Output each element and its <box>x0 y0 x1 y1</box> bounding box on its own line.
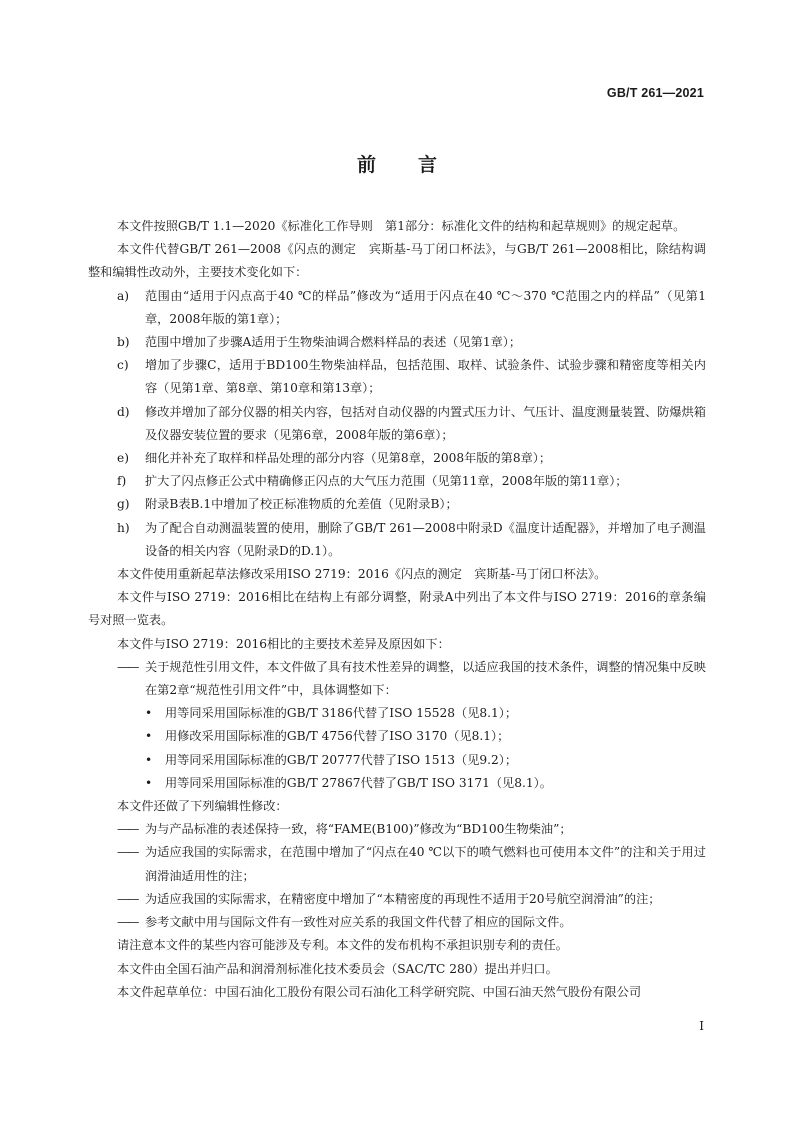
list-item <box>88 493 706 516</box>
standard-code: GB/T 261—2021 <box>606 86 704 100</box>
bullet-text: 用等同采用国际标准的GB/T 20777代替了ISO 1513（见9.2）； <box>165 752 518 767</box>
list-item <box>88 331 706 354</box>
dash-item <box>88 656 706 702</box>
dash-item-text: 参考文献中用与国际文件有一致性对应关系的我国文件代替了相应的国际文件。 <box>145 915 572 930</box>
bullet-item <box>88 772 706 795</box>
paragraph-proposed-by: 本文件由全国石油产品和润滑剂标准化技术委员会（SAC/TC 280）提出并归口。 <box>117 961 558 976</box>
paragraph-structure: 本文件与ISO 2719：2016相比在结构上有部分调整，附录A中列出了本文件与ISO 2719：2016的章条编号对照一览表。 <box>88 590 706 628</box>
paragraph-patent-notice: 请注意本文件的某些内容可能涉及专利。本文件的发布机构不承担识别专利的责任。 <box>117 938 568 953</box>
list-item-text: 细化并补充了取样和样品处理的部分内容（见第8章，2008年版的第8章）； <box>145 451 552 466</box>
bullet-text: 用修改采用国际标准的GB/T 4756代替了ISO 3170（见8.1）； <box>165 729 510 744</box>
list-item-text: 附录B表B.1中增加了校正标准物质的允差值（见附录B）； <box>145 497 458 512</box>
list-item <box>88 401 706 447</box>
dash-item <box>88 818 706 841</box>
bullet-icon: • <box>145 775 153 790</box>
dash-marker: —— <box>117 915 138 930</box>
page-title <box>0 150 794 177</box>
changes-list <box>88 285 706 563</box>
title-char-1: 前 <box>356 154 376 176</box>
list-marker: d) <box>117 404 130 419</box>
bullet-text: 用等同采用国际标准的GB/T 3186代替了ISO 15528（见8.1）； <box>165 706 518 721</box>
dash-item-text: 为适应我国的实际需求，在范围中增加了“闪点在40 ℃以下的喷气燃料也可使用本文件”的注和关于用过润滑油适用性的注； <box>145 845 706 883</box>
list-marker: e) <box>117 451 129 466</box>
dash-item-text: 为适应我国的实际需求，在精密度中增加了“本精密度的再现性不适用于20号航空润滑油”的注； <box>145 891 661 906</box>
list-marker: c) <box>117 358 129 373</box>
paragraph-adoption: 本文件使用重新起草法修改采用ISO 2719：2016《闪点的测定 宾斯基-马丁闭口杯法》。 <box>117 567 607 582</box>
bullet-icon: • <box>145 752 153 767</box>
list-item <box>88 517 706 563</box>
list-item-text: 修改并增加了部分仪器的相关内容，包括对自动仪器的内置式压力计、气压计、温度测量装置、防爆烘箱及仪器安装位置的要求（见第6章，2008年版的第6章）； <box>145 404 706 442</box>
paragraph-drafting-rules: 本文件按照GB/T 1.1—2020《标准化工作导则 第1部分：标准化文件的结构和起草规则》的规定起草。 <box>117 219 686 233</box>
list-marker: b) <box>117 335 130 350</box>
list-marker: h) <box>117 520 130 535</box>
dash-marker: —— <box>117 659 138 674</box>
title-char-2: 言 <box>418 154 438 176</box>
dash-item <box>88 911 706 934</box>
dash-marker: —— <box>117 822 138 837</box>
list-marker: a) <box>117 288 130 303</box>
list-marker: g) <box>117 497 130 512</box>
list-item <box>88 470 706 493</box>
paragraph-tech-diff-intro: 本文件与ISO 2719：2016相比的主要技术差异及原因如下： <box>117 636 450 651</box>
bullet-list <box>88 702 706 795</box>
bullet-icon: • <box>145 706 153 721</box>
bullet-item <box>88 749 706 772</box>
dash-marker: —— <box>117 891 138 906</box>
bullet-item <box>88 702 706 725</box>
dash-marker: —— <box>117 845 138 860</box>
list-marker: f) <box>117 474 127 489</box>
list-item-text: 为了配合自动测温装置的使用，删除了GB/T 261—2008中附录D《温度计适配器》，并增加了电子测温设备的相关内容（见附录D的D.1）。 <box>145 520 706 558</box>
list-item-text: 范围由“适用于闪点高于40 ℃的样品”修改为“适用于闪点在40 ℃～370 ℃范围之内的样品”（见第1章，2008年版的第1章）； <box>145 288 706 326</box>
paragraph-replaces: 本文件代替GB/T 261—2008《闪点的测定 宾斯基-马丁闭口杯法》，与GB/T 261—2008相比，除结构调整和编辑性改动外，主要技术变化如下： <box>88 242 706 280</box>
dash-item <box>88 841 706 887</box>
bullet-icon: • <box>145 729 153 744</box>
page-number: I <box>699 1019 704 1033</box>
list-item-text: 范围中增加了步骤A适用于生物柴油调合燃料样品的表述（见第1章）； <box>145 335 522 350</box>
bullet-item <box>88 725 706 748</box>
document-body <box>88 215 706 1004</box>
paragraph-drafting-units: 本文件起草单位：中国石油化工股份有限公司石油化工科学研究院、中国石油天然气股份有限公司 <box>117 984 642 999</box>
bullet-text: 用等同采用国际标准的GB/T 27867代替了GB/T ISO 3171（见8.1）。 <box>165 775 552 790</box>
paragraph-editorial-intro: 本文件还做了下列编辑性修改： <box>117 799 288 814</box>
dash-item-text: 为与产品标准的表述保持一致，将“FAME(B100)”修改为“BD100生物柴油”； <box>145 822 572 837</box>
list-item-text: 扩大了闪点修正公式中精确修正闪点的大气压力范围（见第11章，2008年版的第11章）； <box>145 474 628 489</box>
list-item-text: 增加了步骤C，适用于BD100生物柴油样品，包括范围、取样、试验条件、试验步骤和精密度等相关内容（见第1章、第8章、第10章和第13章）； <box>145 358 706 396</box>
dash-item <box>88 888 706 911</box>
list-item <box>88 354 706 400</box>
list-item <box>88 447 706 470</box>
dash-item-text: 关于规范性引用文件，本文件做了具有技术性差异的调整，以适应我国的技术条件，调整的情况集中反映在第2章“规范性引用文件”中，具体调整如下： <box>145 659 706 698</box>
list-item <box>88 285 706 331</box>
